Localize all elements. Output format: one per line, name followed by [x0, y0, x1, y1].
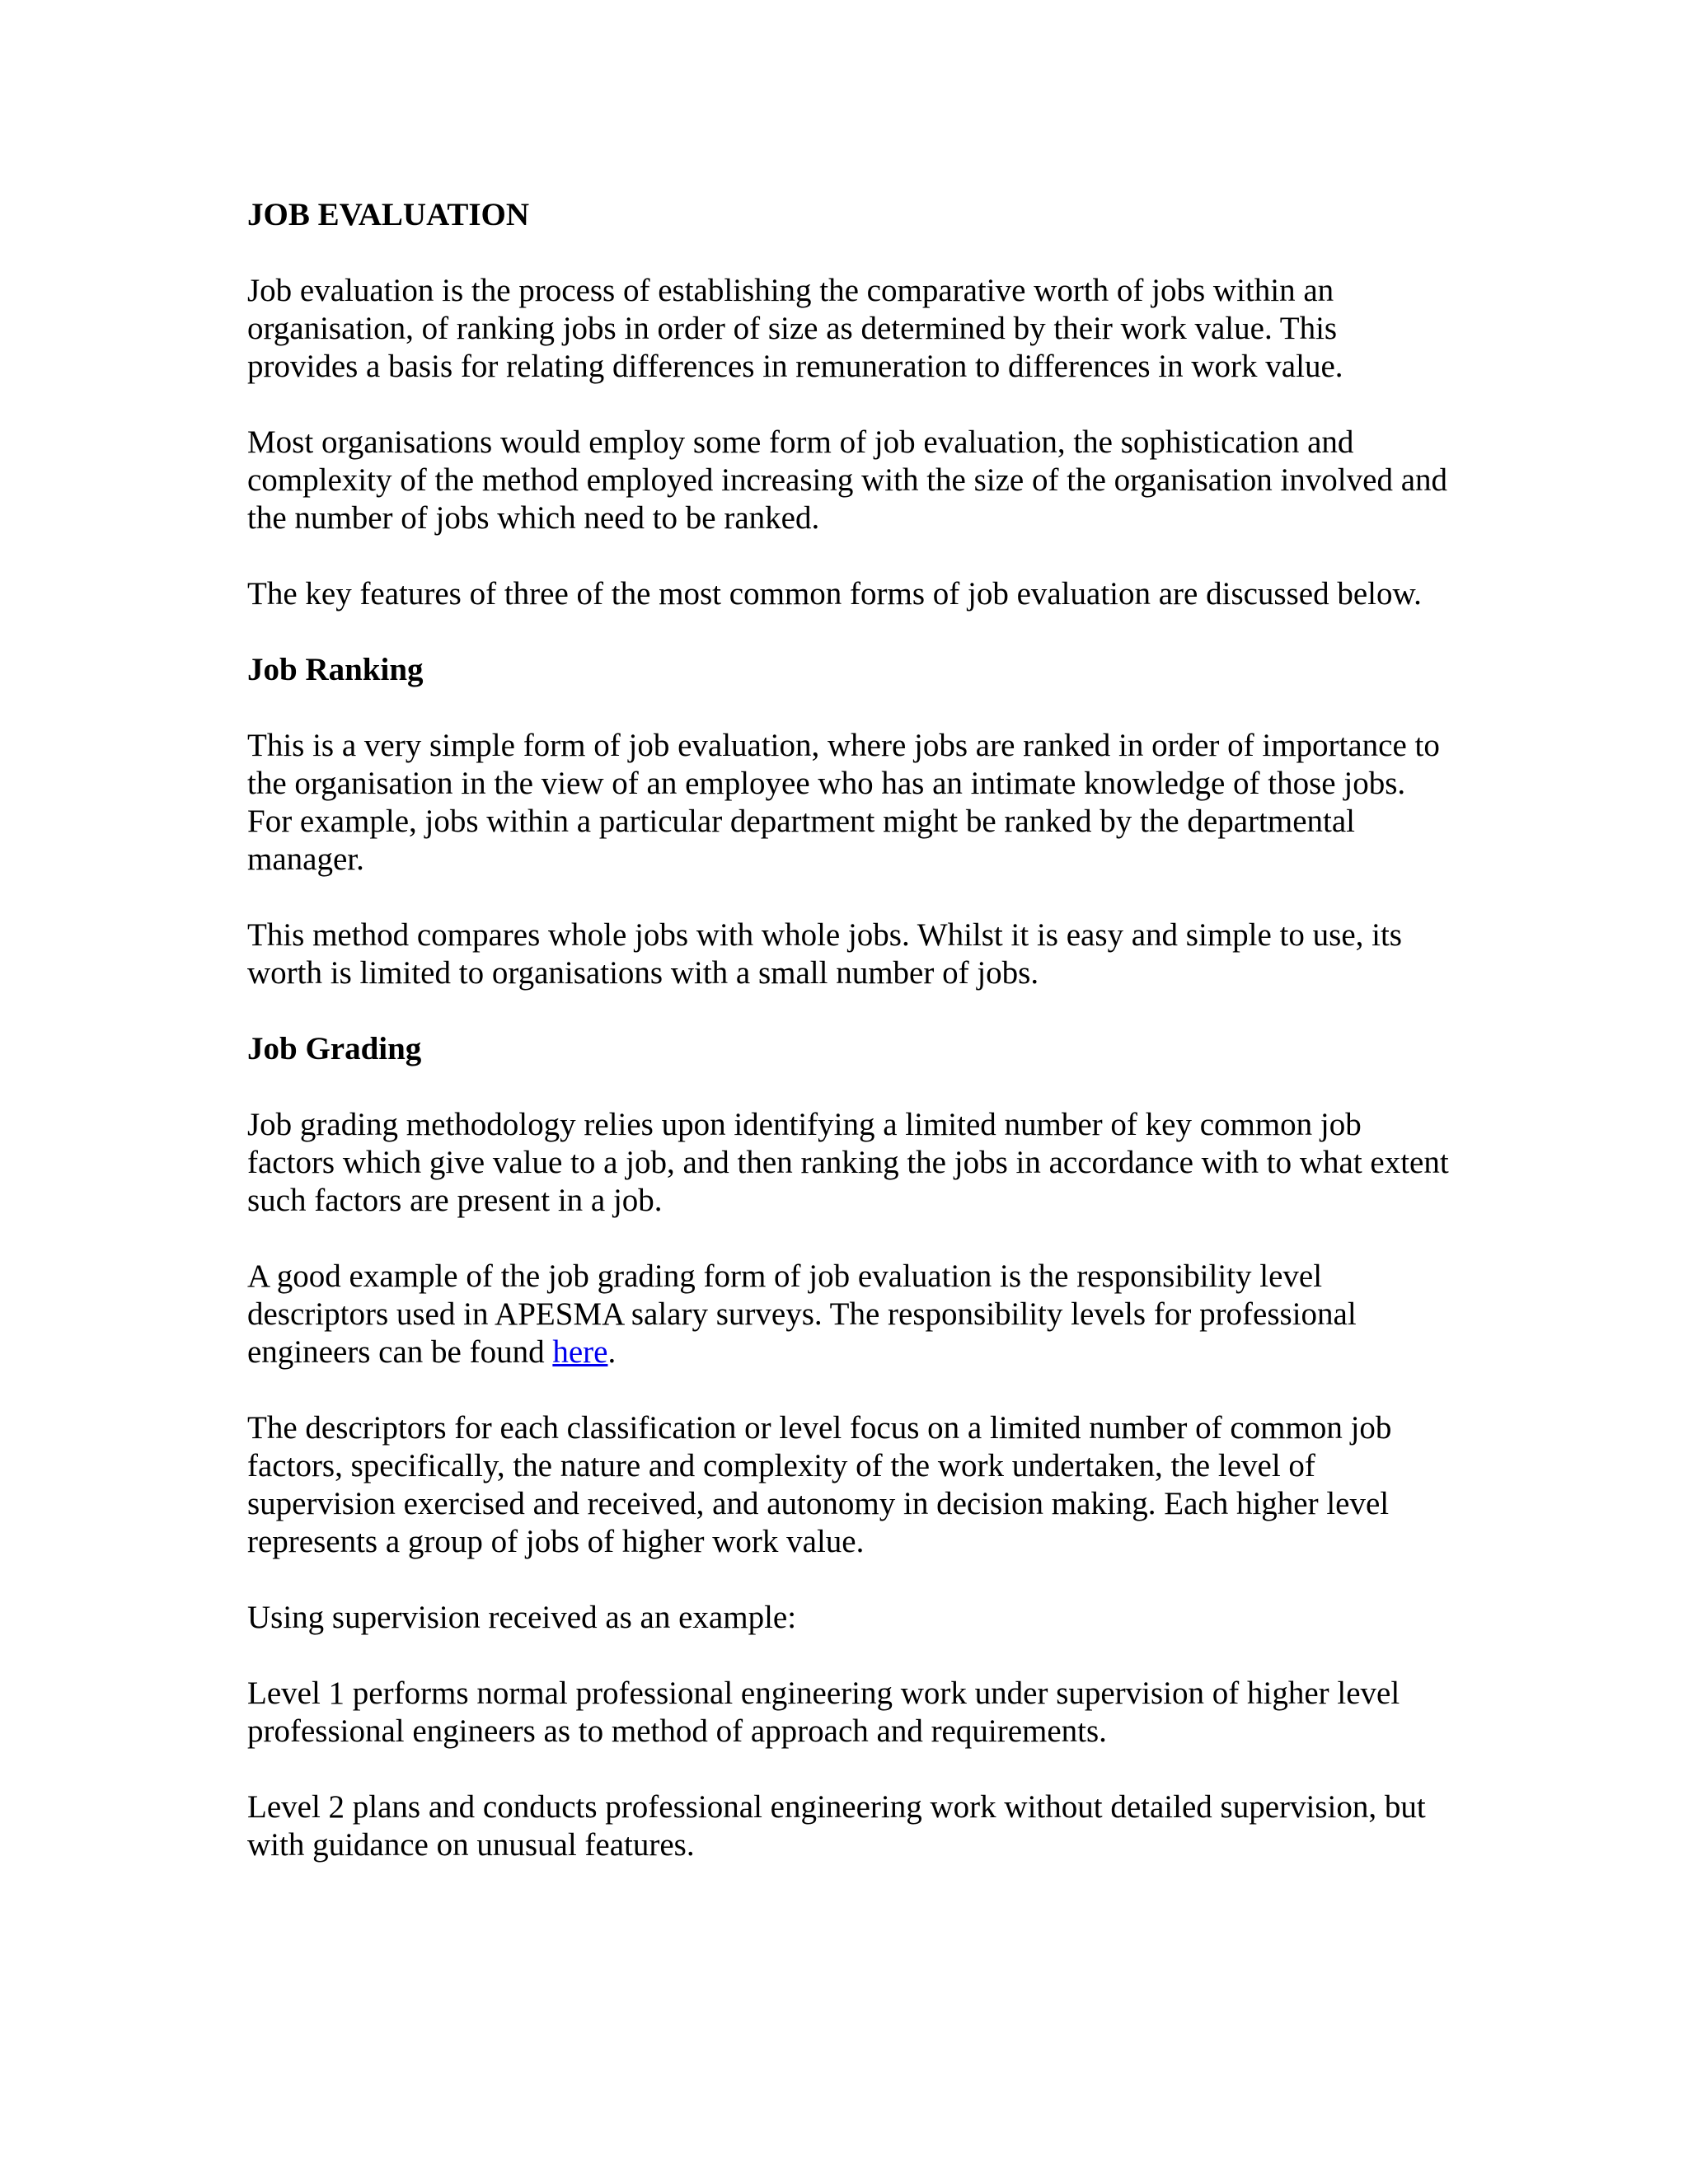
job-grading-paragraph-3: The descriptors for each classification or level focus on a limited number of common job factors, specifically, the nature and complexity of the work undertaken, the level of supervision exercised and received, and autonomy in decision making. Each higher level represents a group of jobs of higher work value. [247, 1410, 1392, 1559]
job-grading-paragraph-2 [247, 1258, 1451, 1371]
job-grading-paragraph-2-text: A good example of the job grading form of job evaluation is the responsibility level descriptors used in APESMA salary surveys. The responsibility levels for professional engineers can be found [247, 1258, 1357, 1370]
job-ranking-paragraph-2: This method compares whole jobs with whole jobs. Whilst it is easy and simple to use, its worth is limited to organisations with a small number of jobs. [247, 917, 1402, 991]
job-ranking-paragraph-1: This is a very simple form of job evaluation, where jobs are ranked in order of importance to the organisation in the view of an employee who has an intimate knowledge of those jobs. For example, jobs within a particular department might be ranked by the departmental manager. [247, 728, 1440, 877]
job-grading-paragraph-4: Using supervision received as an example: [247, 1600, 797, 1635]
job-grading-paragraph-2-end: . [607, 1334, 617, 1370]
job-ranking-heading: Job Ranking [247, 652, 424, 687]
intro-paragraph-3: The key features of three of the most common forms of job evaluation are discussed below. [247, 576, 1422, 612]
intro-paragraph-2: Most organisations would employ some form of job evaluation, the sophistication and complexity of the method employed increasing with the size of the organisation involved and the number of jobs which need to be ranked. [247, 424, 1448, 536]
level-2-description: Level 2 plans and conducts professional engineering work without detailed supervision, but with guidance on unusual features. [247, 1789, 1426, 1863]
job-grading-paragraph-1: Job grading methodology relies upon identifying a limited number of key common job factors which give value to a job, and then ranking the jobs in accordance with to what extent such factors are present in a job. [247, 1107, 1449, 1218]
here-link[interactable]: here [552, 1334, 608, 1370]
job-grading-heading: Job Grading [247, 1031, 422, 1066]
document-body [247, 196, 1451, 1902]
intro-paragraph-1: Job evaluation is the process of establishing the comparative worth of jobs within an organisation, of ranking jobs in order of size as determined by their work value. This provides a basis for relating differences in remuneration to differences in work value. [247, 273, 1343, 384]
document-title: JOB EVALUATION [247, 197, 530, 232]
level-1-description: Level 1 performs normal professional engineering work under supervision of higher level professional engineers as to method of approach and requirements. [247, 1675, 1400, 1749]
